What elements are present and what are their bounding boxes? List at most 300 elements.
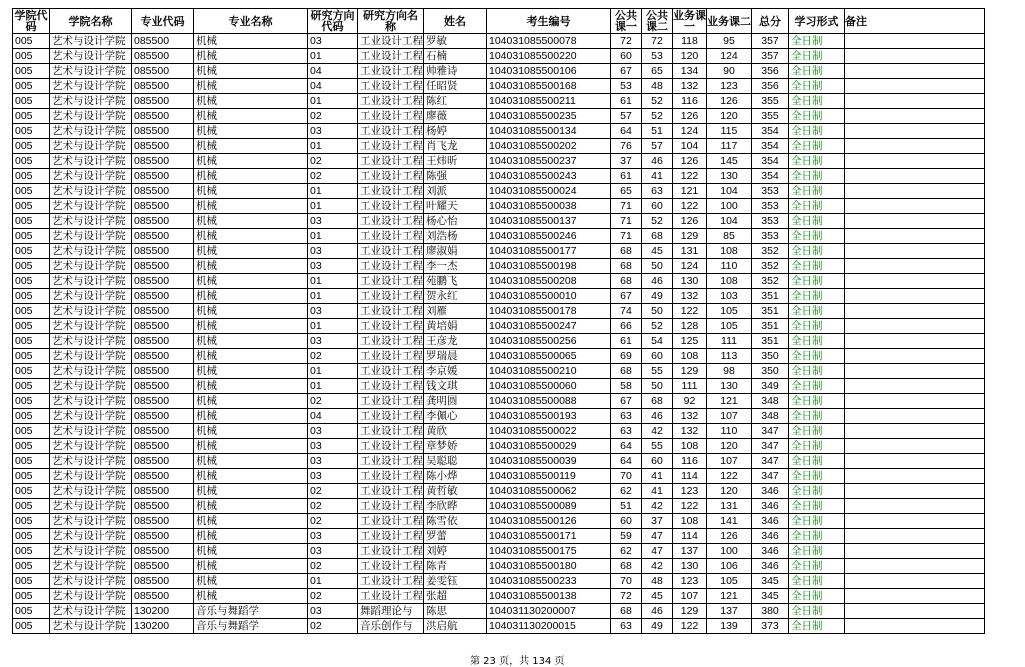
cell-study-mode: 全日制 [789, 424, 845, 439]
cell-major-course-2: 130 [707, 379, 752, 394]
cell-major-name: 机械 [194, 184, 308, 199]
cell-college-code: 005 [13, 214, 50, 229]
cell-public-2: 49 [642, 289, 673, 304]
cell-name: 罗敏 [424, 34, 487, 49]
cell-public-2: 72 [642, 34, 673, 49]
cell-major-name: 机械 [194, 169, 308, 184]
cell-major-course-1: 114 [673, 469, 707, 484]
cell-public-1: 69 [611, 349, 642, 364]
cell-college-code: 005 [13, 469, 50, 484]
cell-study-mode: 全日制 [789, 259, 845, 274]
cell-college-name: 艺术与设计学院 [50, 574, 132, 589]
cell-direction-name: 工业设计工程 [358, 499, 424, 514]
cell-major-course-1: 129 [673, 364, 707, 379]
cell-name: 黄欣 [424, 424, 487, 439]
cell-name: 刘婷 [424, 544, 487, 559]
cell-public-1: 63 [611, 424, 642, 439]
cell-remark [845, 499, 985, 514]
cell-major-course-2: 98 [707, 364, 752, 379]
cell-direction-name: 工业设计工程 [358, 319, 424, 334]
table-row [13, 439, 985, 454]
cell-total: 353 [752, 214, 789, 229]
cell-exam-id: 104031085500138 [487, 589, 611, 604]
table-row [13, 214, 985, 229]
table-row [13, 229, 985, 244]
cell-direction-name: 工业设计工程 [358, 304, 424, 319]
cell-major-course-2: 126 [707, 94, 752, 109]
cell-major-course-2: 113 [707, 349, 752, 364]
cell-exam-id: 104031085500062 [487, 484, 611, 499]
cell-direction-name: 舞蹈理论与 [358, 604, 424, 619]
cell-direction-code: 02 [308, 514, 358, 529]
cell-major-course-1: 132 [673, 409, 707, 424]
cell-major-course-2: 100 [707, 199, 752, 214]
col-direction-code-header: 研究方向代码 [308, 9, 358, 34]
cell-direction-code: 01 [308, 364, 358, 379]
cell-major-course-1: 108 [673, 349, 707, 364]
cell-direction-code: 03 [308, 214, 358, 229]
cell-direction-name: 工业设计工程 [358, 484, 424, 499]
cell-college-name: 艺术与设计学院 [50, 34, 132, 49]
cell-college-code: 005 [13, 184, 50, 199]
cell-direction-code: 03 [308, 124, 358, 139]
cell-public-1: 37 [611, 154, 642, 169]
cell-direction-code: 03 [308, 334, 358, 349]
table-body [13, 34, 985, 634]
cell-major-course-1: 122 [673, 304, 707, 319]
cell-public-2: 63 [642, 184, 673, 199]
cell-direction-code: 04 [308, 64, 358, 79]
cell-study-mode: 全日制 [789, 169, 845, 184]
cell-study-mode: 全日制 [789, 139, 845, 154]
col-public-1-header: 公共课一 [611, 9, 642, 34]
cell-exam-id: 104031085500233 [487, 574, 611, 589]
table-row [13, 589, 985, 604]
cell-study-mode: 全日制 [789, 589, 845, 604]
cell-study-mode: 全日制 [789, 439, 845, 454]
cell-major-course-1: 130 [673, 559, 707, 574]
cell-major-code: 085500 [132, 409, 194, 424]
cell-direction-name: 工业设计工程 [358, 349, 424, 364]
table-row [13, 139, 985, 154]
cell-public-1: 67 [611, 64, 642, 79]
cell-public-1: 70 [611, 574, 642, 589]
cell-major-code: 085500 [132, 79, 194, 94]
table-row [13, 514, 985, 529]
page-footer: 第 23 页，共 134 页 [470, 656, 565, 667]
cell-direction-name: 工业设计工程 [358, 124, 424, 139]
cell-exam-id: 104031085500193 [487, 409, 611, 424]
cell-total: 351 [752, 334, 789, 349]
cell-remark [845, 229, 985, 244]
cell-total: 346 [752, 484, 789, 499]
cell-name: 李京媛 [424, 364, 487, 379]
cell-major-code: 085500 [132, 154, 194, 169]
cell-remark [845, 529, 985, 544]
cell-remark [845, 274, 985, 289]
cell-major-name: 机械 [194, 559, 308, 574]
cell-exam-id: 104031085500106 [487, 64, 611, 79]
cell-major-course-1: 123 [673, 574, 707, 589]
cell-total: 345 [752, 589, 789, 604]
cell-college-name: 艺术与设计学院 [50, 334, 132, 349]
cell-name: 李一杰 [424, 259, 487, 274]
cell-direction-name: 工业设计工程 [358, 424, 424, 439]
cell-study-mode: 全日制 [789, 559, 845, 574]
cell-exam-id: 104031130200007 [487, 604, 611, 619]
col-study-mode-header: 学习形式 [789, 9, 845, 34]
cell-major-name: 机械 [194, 229, 308, 244]
cell-remark [845, 304, 985, 319]
cell-name: 刘派 [424, 184, 487, 199]
cell-remark [845, 409, 985, 424]
cell-major-code: 085500 [132, 379, 194, 394]
cell-total: 347 [752, 454, 789, 469]
cell-direction-code: 02 [308, 394, 358, 409]
cell-college-name: 艺术与设计学院 [50, 424, 132, 439]
cell-public-2: 41 [642, 469, 673, 484]
cell-major-code: 085500 [132, 94, 194, 109]
cell-college-code: 005 [13, 139, 50, 154]
cell-public-1: 74 [611, 304, 642, 319]
cell-college-name: 艺术与设计学院 [50, 454, 132, 469]
cell-total: 350 [752, 349, 789, 364]
cell-college-code: 005 [13, 589, 50, 604]
cell-public-1: 71 [611, 199, 642, 214]
cell-major-course-1: 129 [673, 229, 707, 244]
cell-direction-name: 工业设计工程 [358, 199, 424, 214]
cell-exam-id: 104031085500171 [487, 529, 611, 544]
cell-exam-id: 104031085500039 [487, 454, 611, 469]
cell-college-name: 艺术与设计学院 [50, 394, 132, 409]
cell-major-code: 085500 [132, 64, 194, 79]
cell-exam-id: 104031085500088 [487, 394, 611, 409]
cell-major-name: 机械 [194, 469, 308, 484]
table-row [13, 49, 985, 64]
cell-direction-code: 01 [308, 229, 358, 244]
cell-major-code: 085500 [132, 169, 194, 184]
cell-college-name: 艺术与设计学院 [50, 619, 132, 634]
cell-name: 李佩心 [424, 409, 487, 424]
cell-public-2: 50 [642, 304, 673, 319]
cell-name: 刘雁 [424, 304, 487, 319]
cell-major-course-1: 128 [673, 319, 707, 334]
cell-college-code: 005 [13, 154, 50, 169]
cell-exam-id: 104031085500211 [487, 94, 611, 109]
score-sheet [12, 8, 985, 634]
cell-direction-name: 工业设计工程 [358, 409, 424, 424]
cell-study-mode: 全日制 [789, 274, 845, 289]
cell-total: 352 [752, 244, 789, 259]
cell-public-1: 66 [611, 319, 642, 334]
cell-college-code: 005 [13, 454, 50, 469]
cell-total: 355 [752, 94, 789, 109]
col-direction-name-header: 研究方向名称 [358, 9, 424, 34]
cell-public-2: 60 [642, 199, 673, 214]
cell-exam-id: 104031085500137 [487, 214, 611, 229]
cell-remark [845, 319, 985, 334]
cell-direction-code: 03 [308, 544, 358, 559]
cell-direction-name: 工业设计工程 [358, 574, 424, 589]
cell-direction-name: 工业设计工程 [358, 169, 424, 184]
cell-major-name: 机械 [194, 514, 308, 529]
cell-direction-code: 04 [308, 79, 358, 94]
cell-study-mode: 全日制 [789, 34, 845, 49]
cell-direction-name: 工业设计工程 [358, 289, 424, 304]
cell-public-2: 49 [642, 619, 673, 634]
cell-public-1: 58 [611, 379, 642, 394]
cell-public-1: 53 [611, 79, 642, 94]
cell-college-name: 艺术与设计学院 [50, 379, 132, 394]
cell-direction-code: 02 [308, 349, 358, 364]
cell-college-code: 005 [13, 109, 50, 124]
col-major-course-2-header: 业务课二 [707, 9, 752, 34]
table-row [13, 364, 985, 379]
cell-major-course-2: 141 [707, 514, 752, 529]
cell-major-course-1: 126 [673, 109, 707, 124]
cell-public-2: 52 [642, 214, 673, 229]
cell-college-code: 005 [13, 484, 50, 499]
cell-major-course-1: 130 [673, 274, 707, 289]
cell-college-name: 艺术与设计学院 [50, 469, 132, 484]
cell-college-name: 艺术与设计学院 [50, 364, 132, 379]
table-row [13, 259, 985, 274]
cell-public-1: 61 [611, 94, 642, 109]
cell-college-code: 005 [13, 574, 50, 589]
cell-name: 杨心怡 [424, 214, 487, 229]
cell-major-code: 085500 [132, 454, 194, 469]
cell-major-code: 085500 [132, 139, 194, 154]
cell-direction-code: 01 [308, 274, 358, 289]
cell-direction-code: 02 [308, 499, 358, 514]
cell-college-name: 艺术与设计学院 [50, 214, 132, 229]
table-row [13, 544, 985, 559]
cell-major-course-1: 131 [673, 244, 707, 259]
cell-direction-name: 工业设计工程 [358, 49, 424, 64]
cell-public-2: 60 [642, 454, 673, 469]
cell-major-name: 机械 [194, 409, 308, 424]
cell-direction-code: 01 [308, 139, 358, 154]
cell-college-code: 005 [13, 259, 50, 274]
cell-study-mode: 全日制 [789, 484, 845, 499]
cell-total: 354 [752, 139, 789, 154]
cell-public-1: 64 [611, 124, 642, 139]
cell-major-course-1: 104 [673, 139, 707, 154]
cell-study-mode: 全日制 [789, 334, 845, 349]
cell-remark [845, 154, 985, 169]
cell-major-name: 音乐与舞蹈学 [194, 619, 308, 634]
cell-exam-id: 104031085500078 [487, 34, 611, 49]
cell-exam-id: 104031085500119 [487, 469, 611, 484]
cell-major-name: 机械 [194, 544, 308, 559]
cell-major-code: 085500 [132, 424, 194, 439]
cell-major-course-2: 107 [707, 409, 752, 424]
cell-major-course-1: 132 [673, 289, 707, 304]
cell-major-name: 机械 [194, 349, 308, 364]
cell-public-1: 76 [611, 139, 642, 154]
cell-college-name: 艺术与设计学院 [50, 499, 132, 514]
col-major-name-header: 专业名称 [194, 9, 308, 34]
cell-study-mode: 全日制 [789, 514, 845, 529]
table-row [13, 349, 985, 364]
cell-exam-id: 104031085500180 [487, 559, 611, 574]
cell-exam-id: 104031085500010 [487, 289, 611, 304]
table-row [13, 184, 985, 199]
cell-total: 373 [752, 619, 789, 634]
cell-major-name: 机械 [194, 259, 308, 274]
cell-remark [845, 349, 985, 364]
cell-public-1: 59 [611, 529, 642, 544]
cell-remark [845, 94, 985, 109]
cell-study-mode: 全日制 [789, 49, 845, 64]
cell-remark [845, 589, 985, 604]
cell-public-1: 62 [611, 544, 642, 559]
cell-study-mode: 全日制 [789, 289, 845, 304]
cell-college-code: 005 [13, 394, 50, 409]
cell-major-course-1: 123 [673, 484, 707, 499]
cell-public-2: 46 [642, 274, 673, 289]
cell-direction-code: 01 [308, 184, 358, 199]
cell-major-name: 机械 [194, 394, 308, 409]
cell-remark [845, 559, 985, 574]
cell-name: 陈红 [424, 94, 487, 109]
cell-major-name: 机械 [194, 154, 308, 169]
table-row [13, 604, 985, 619]
cell-direction-name: 音乐创作与 [358, 619, 424, 634]
cell-total: 347 [752, 469, 789, 484]
cell-major-course-2: 105 [707, 319, 752, 334]
cell-name: 陈小烨 [424, 469, 487, 484]
cell-public-2: 41 [642, 169, 673, 184]
cell-major-code: 085500 [132, 229, 194, 244]
cell-remark [845, 424, 985, 439]
cell-study-mode: 全日制 [789, 304, 845, 319]
cell-major-name: 机械 [194, 64, 308, 79]
cell-college-name: 艺术与设计学院 [50, 79, 132, 94]
cell-college-name: 艺术与设计学院 [50, 109, 132, 124]
cell-public-2: 68 [642, 394, 673, 409]
cell-exam-id: 104031085500134 [487, 124, 611, 139]
cell-study-mode: 全日制 [789, 529, 845, 544]
cell-remark [845, 364, 985, 379]
cell-remark [845, 109, 985, 124]
table-row [13, 394, 985, 409]
cell-name: 叶耀天 [424, 199, 487, 214]
cell-major-course-1: 124 [673, 124, 707, 139]
cell-major-course-2: 123 [707, 79, 752, 94]
cell-remark [845, 49, 985, 64]
cell-study-mode: 全日制 [789, 499, 845, 514]
cell-public-2: 55 [642, 439, 673, 454]
cell-exam-id: 104031085500256 [487, 334, 611, 349]
cell-name: 贺永红 [424, 289, 487, 304]
cell-exam-id: 104031085500235 [487, 109, 611, 124]
cell-public-2: 42 [642, 499, 673, 514]
cell-direction-name: 工业设计工程 [358, 529, 424, 544]
cell-total: 345 [752, 574, 789, 589]
cell-name: 洪启航 [424, 619, 487, 634]
cell-major-name: 机械 [194, 79, 308, 94]
cell-major-course-1: 132 [673, 424, 707, 439]
cell-major-course-1: 122 [673, 619, 707, 634]
cell-major-course-1: 120 [673, 49, 707, 64]
cell-major-course-2: 104 [707, 214, 752, 229]
cell-direction-code: 03 [308, 439, 358, 454]
cell-major-code: 085500 [132, 544, 194, 559]
cell-major-course-2: 108 [707, 274, 752, 289]
cell-major-code: 085500 [132, 529, 194, 544]
cell-college-name: 艺术与设计学院 [50, 319, 132, 334]
cell-major-name: 机械 [194, 589, 308, 604]
cell-remark [845, 34, 985, 49]
cell-major-course-2: 115 [707, 124, 752, 139]
cell-major-code: 085500 [132, 289, 194, 304]
cell-major-code: 130200 [132, 604, 194, 619]
cell-college-code: 005 [13, 274, 50, 289]
table-row [13, 124, 985, 139]
cell-major-code: 085500 [132, 469, 194, 484]
cell-major-course-2: 124 [707, 49, 752, 64]
cell-exam-id: 104031085500198 [487, 259, 611, 274]
cell-name: 张超 [424, 589, 487, 604]
cell-remark [845, 379, 985, 394]
cell-exam-id: 104031085500022 [487, 424, 611, 439]
cell-direction-name: 工业设计工程 [358, 334, 424, 349]
cell-direction-code: 03 [308, 259, 358, 274]
cell-remark [845, 394, 985, 409]
cell-study-mode: 全日制 [789, 319, 845, 334]
cell-total: 380 [752, 604, 789, 619]
cell-total: 347 [752, 439, 789, 454]
cell-study-mode: 全日制 [789, 199, 845, 214]
cell-college-name: 艺术与设计学院 [50, 559, 132, 574]
cell-public-2: 60 [642, 349, 673, 364]
cell-college-name: 艺术与设计学院 [50, 544, 132, 559]
cell-college-code: 005 [13, 124, 50, 139]
cell-college-code: 005 [13, 199, 50, 214]
cell-college-name: 艺术与设计学院 [50, 439, 132, 454]
cell-exam-id: 104031085500243 [487, 169, 611, 184]
cell-remark [845, 214, 985, 229]
cell-direction-code: 03 [308, 529, 358, 544]
cell-direction-name: 工业设计工程 [358, 454, 424, 469]
cell-remark [845, 259, 985, 274]
cell-total: 356 [752, 64, 789, 79]
cell-major-course-2: 131 [707, 499, 752, 514]
cell-exam-id: 104031085500202 [487, 139, 611, 154]
cell-major-code: 085500 [132, 34, 194, 49]
cell-college-code: 005 [13, 169, 50, 184]
cell-college-code: 005 [13, 49, 50, 64]
cell-public-2: 41 [642, 484, 673, 499]
col-public-2-header: 公共课二 [642, 9, 673, 34]
cell-college-code: 005 [13, 289, 50, 304]
cell-direction-name: 工业设计工程 [358, 364, 424, 379]
cell-major-code: 085500 [132, 574, 194, 589]
cell-college-name: 艺术与设计学院 [50, 184, 132, 199]
cell-exam-id: 104031085500175 [487, 544, 611, 559]
cell-college-code: 005 [13, 79, 50, 94]
cell-college-code: 005 [13, 409, 50, 424]
cell-public-1: 67 [611, 394, 642, 409]
cell-study-mode: 全日制 [789, 409, 845, 424]
cell-public-1: 61 [611, 334, 642, 349]
table-row [13, 34, 985, 49]
cell-major-name: 机械 [194, 274, 308, 289]
cell-major-course-2: 137 [707, 604, 752, 619]
cell-remark [845, 469, 985, 484]
cell-major-course-1: 137 [673, 544, 707, 559]
